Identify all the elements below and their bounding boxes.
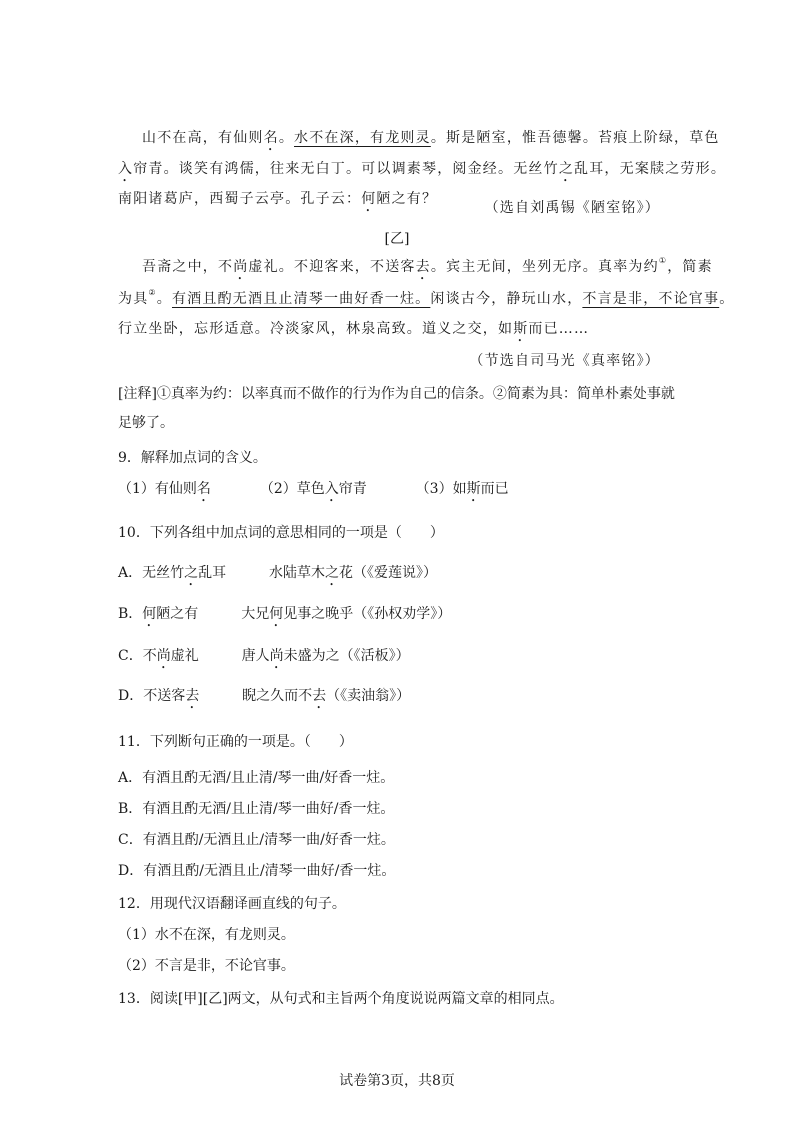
jia-line-1 [142, 128, 720, 154]
q9-stem: 9．解释加点词的含义。 [118, 450, 267, 466]
q9-item-2-a: （2）草色 [259, 481, 325, 497]
yi-line-2-a: 为具 [118, 291, 149, 307]
q11-option-d: D．有酒且酌/无酒且止/清琴一曲好/香一炷。 [118, 863, 396, 879]
q12-stem: 12．用现代汉语翻译画直线的句子。 [118, 896, 346, 912]
dotted-word: 斯 [513, 321, 529, 337]
page-footer: 试卷第3页，共8页 [339, 1073, 455, 1089]
yi-line-1-g: ，简素 [667, 259, 713, 275]
dotted-word: 尚 [269, 648, 284, 664]
jia-line-2-b: 帘青。谈笑有鸿儒，往来无白丁。可以调素琴，阅金经。无丝竹 [133, 161, 559, 177]
q10-b-1: B． [118, 606, 143, 622]
jia-line-2-d: 乱耳，无案牍之劳形。 [574, 161, 727, 177]
q10-a-3: 乱耳 [198, 565, 227, 581]
dotted-word: 之 [558, 161, 575, 177]
q10-b-4: 大兄 [241, 606, 270, 622]
q10-option-b [118, 604, 451, 630]
q10-option-a [118, 563, 437, 589]
q10-d-1: D．不送客 [118, 688, 186, 704]
jia-line-1-e: 。斯是陋室，惟吾德馨。苔痕上阶绿，草色 [430, 130, 720, 146]
underlined-sentence: 水不在深，有龙则灵 [294, 130, 431, 146]
notes-line-2: 足够了。 [118, 415, 174, 431]
q9-item-2-c: 帘青 [338, 481, 367, 497]
q9-items [118, 479, 509, 505]
yi-source: （节选自司马光《真率铭》） [469, 353, 660, 369]
jia-line-2 [118, 159, 726, 185]
yi-line-1 [142, 257, 713, 283]
q10-option-c [118, 646, 410, 672]
dotted-word: 之 [184, 565, 199, 581]
dotted-word: 尚 [156, 648, 171, 664]
q10-d-6: （《卖油翁》） [326, 688, 411, 704]
dotted-word: 斯 [466, 481, 481, 497]
dotted-word: 何 [269, 606, 284, 622]
dotted-word: 入 [324, 481, 339, 497]
jia-line-1-c: 。 [278, 130, 295, 146]
q10-a-4: 水陆草木 [269, 565, 326, 581]
jia-source: （选自刘禹锡《陋室铭》） [484, 200, 660, 216]
yi-line-2 [118, 289, 734, 309]
q12-item-2: （2）不言是非，不论官事。 [118, 958, 295, 974]
underlined-sentence: 有酒且酌无酒且止清琴一曲好香一炷。 [171, 291, 431, 307]
yi-heading: [乙] [384, 231, 410, 247]
jia-line-3-actual [118, 189, 437, 215]
q10-a-1: A．无丝竹 [118, 565, 185, 581]
yi-line-1-e: 。宾主无间，坐列无序。真率为约 [430, 259, 659, 275]
yi-line-2-c: 。 [156, 291, 172, 307]
jia-line-1-a: 山不在高，有仙则 [142, 130, 264, 146]
q13-stem: 13．阅读[甲][乙]两文，从句式和主旨两个角度说说两篇文章的相同点。 [118, 991, 564, 1007]
dotted-word: 之 [325, 565, 340, 581]
yi-line-2-g: 。 [719, 291, 735, 307]
q11-stem: 11．下列断句正确的一项是。（ ） [118, 734, 353, 750]
yi-line-3 [118, 319, 589, 345]
q11-option-a: A．有酒且酌无酒/且止清/琴一曲/好香一炷。 [118, 770, 395, 786]
q10-c-1: C．不 [118, 648, 157, 664]
dotted-word: 名 [196, 481, 211, 497]
q10-c-6: 未盛为之（《活板》） [283, 648, 410, 664]
yi-line-3-c: 而已…… [528, 321, 590, 337]
dotted-word: 尚 [233, 259, 249, 275]
q10-b-3: 陋之有 [156, 606, 199, 622]
dotted-word: 名 [263, 130, 279, 146]
dotted-word: 去 [312, 688, 327, 704]
footnote-marker: ① [658, 256, 668, 266]
q10-b-6: 见事之晚乎（《孙权劝学》） [283, 606, 452, 622]
footnote-marker: ② [148, 288, 157, 298]
q10-d-4: 睨之久而不 [242, 688, 313, 704]
dotted-word: 何 [142, 606, 157, 622]
yi-line-2-e: 闲谈古今，静玩山水， [430, 291, 583, 307]
jia-line-3-a: 南阳诸葛庐，西蜀子云亭。孔子云： [118, 191, 362, 207]
q12-item-1: （1）水不在深，有龙则灵。 [118, 927, 295, 943]
jia-line-2-a: 入 [118, 161, 134, 177]
q10-a-6: 花（《爱莲说》） [339, 565, 438, 581]
dotted-word: 去 [185, 688, 200, 704]
jia-line-3-c: 陋之有？ [376, 191, 438, 207]
q11-option-c: C．有酒且酌/无酒且止/清琴一曲/好香一炷。 [118, 832, 395, 848]
q10-stem: 10．下列各组中加点词的意思相同的一项是（ ） [118, 525, 444, 541]
dotted-word: 去 [415, 259, 431, 275]
underlined-sentence: 不言是非，不论官事 [582, 291, 720, 307]
q10-option-d [118, 686, 410, 712]
notes-line-1: [注释]①真率为约：以率真而不做作的行为作为自己的信条。②简素为具：简单朴素处事就 [118, 386, 675, 402]
q10-c-3: 虚礼 [170, 648, 199, 664]
q9-item-1-a: （1）有仙则 [118, 481, 197, 497]
yi-line-1-a: 吾斋之中，不 [142, 259, 234, 275]
yi-line-3-a: 行立坐卧，忘形适意。冷淡家风，林泉高致。道义之交，如 [118, 321, 514, 337]
dotted-word: 何 [361, 191, 377, 207]
q9-item-3-c: 而已 [480, 481, 509, 497]
q11-option-b: B．有酒且酌无酒/且止清/琴一曲好/香一炷。 [118, 801, 395, 817]
yi-line-1-c: 虚礼。不迎客来，不送客 [248, 259, 416, 275]
q9-item-3-a: （3）如 [415, 481, 467, 497]
q10-c-4: 唐人 [241, 648, 270, 664]
